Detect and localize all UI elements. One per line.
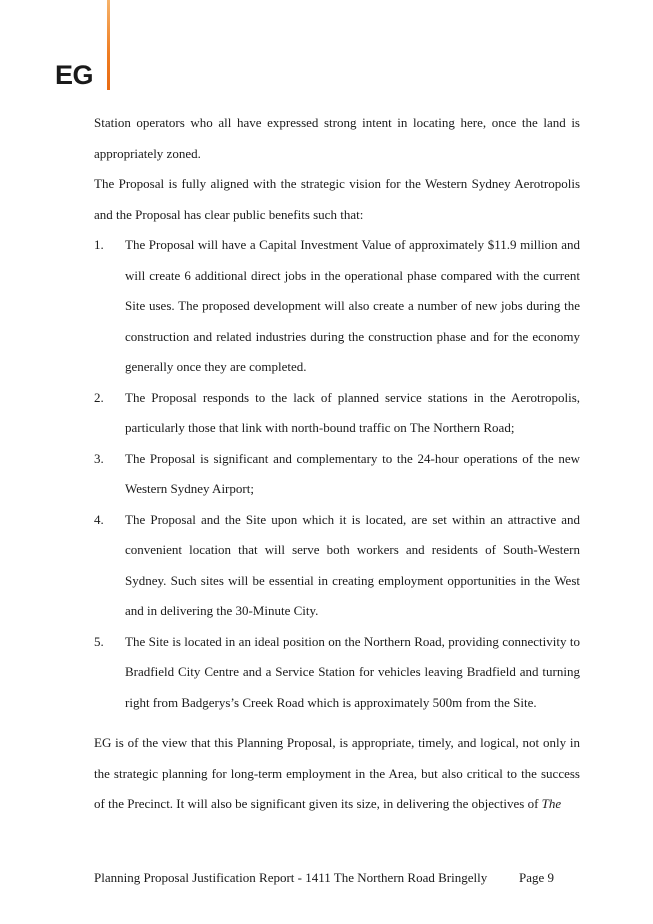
list-item xyxy=(94,505,580,627)
page-number: Page 9 xyxy=(518,870,554,885)
list-item-text: The Proposal will have a Capital Investment Value of approximately $11.9 million and will create 6 additional direct jobs in the operational phase compared with the current Site uses. The proposed development will also create a number of new jobs during the construction and related industries during the construction phase and for the economy generally once they are completed. xyxy=(125,237,580,374)
list-item-number: 5. xyxy=(94,633,104,649)
list-item-number: 1. xyxy=(94,237,104,252)
list-item-number: 4. xyxy=(94,511,104,527)
intro-paragraph-1: Station operators who all have expressed strong intent in locating here, once the land is appropriately zoned. xyxy=(94,115,580,161)
list-item-text: The Site is located in an ideal position on the Northern Road, providing connectivity to Bradfield City Centre and a Service Station for vehicles leaving Bradfield and turning right from Badgerys’s Creek Road which is approximately 500m from the Site. xyxy=(125,633,580,710)
list-item-text: The Proposal and the Site upon which it is located, are set within an attractive and convenient location that will serve both workers and residents of South-Western Sydney. Such sites will be essential in creating employment opportunities in the West and in delivering the 30-Minute City. xyxy=(125,511,580,618)
footer-title: Planning Proposal Justification Report - 1411 The Northern Road Bringelly xyxy=(94,870,488,885)
intro-paragraph-2: The Proposal is fully aligned with the strategic vision for the Western Sydney Aerotropolis and the Proposal has clear public benefits such that: xyxy=(94,176,580,222)
closing-italic-tail: The xyxy=(541,796,562,811)
closing-text: EG is of the view that this Planning Proposal, is appropriate, timely, and logical, not only in the strategic planning for long-term employment in the Area, but also critical to the success of the Precinct. It will also be significant given its size, in delivering the objectives of xyxy=(94,735,580,811)
page-footer xyxy=(94,870,554,886)
logo-accent-bar xyxy=(107,0,110,90)
closing-paragraph xyxy=(94,728,580,820)
document-body xyxy=(94,108,580,820)
list-item xyxy=(94,383,580,444)
eg-logo xyxy=(55,0,125,95)
list-item-number: 2. xyxy=(94,389,104,405)
list-item-number: 3. xyxy=(94,450,104,466)
list-item xyxy=(94,627,580,719)
list-item-text: The Proposal is significant and complementary to the 24-hour operations of the new Western Sydney Airport; xyxy=(125,450,580,496)
list-item xyxy=(94,444,580,505)
list-item-text: The Proposal responds to the lack of planned service stations in the Aerotropolis, particularly those that link with north-bound traffic on The Northern Road; xyxy=(125,389,580,435)
list-item xyxy=(94,230,580,383)
benefits-list xyxy=(94,230,580,718)
logo-text: EG xyxy=(55,60,94,90)
